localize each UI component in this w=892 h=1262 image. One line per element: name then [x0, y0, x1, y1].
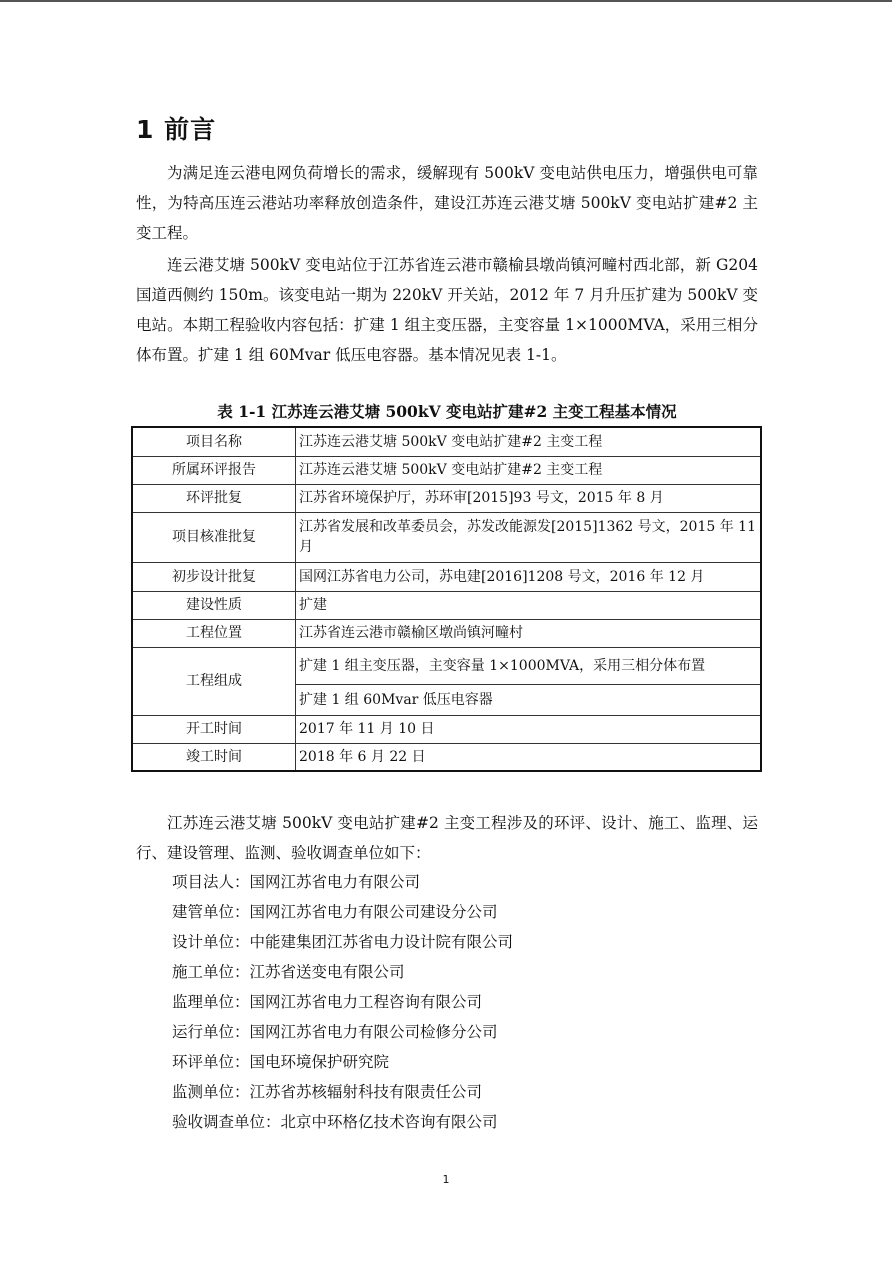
row-label: 工程位置: [132, 619, 296, 647]
project-info-table: [131, 426, 762, 772]
row-value: 扩建: [296, 591, 762, 619]
intro-paragraph: 为满足连云港电网负荷增长的需求，缓解现有 500kV 变电站供电压力，增强供电可靠性，为特高压连云港站功率释放创造条件，建设江苏连云港艾塘 500kV 变电站扩建#2 主变工程。: [136, 164, 758, 242]
section-heading: 1 前言: [136, 115, 217, 144]
row-label: 项目名称: [132, 427, 296, 456]
row-value: 江苏连云港艾塘 500kV 变电站扩建#2 主变工程: [296, 427, 762, 456]
table-row: [132, 484, 761, 512]
row-value: 江苏省环境保护厅，苏环审[2015]93 号文，2015 年 8 月: [296, 484, 762, 512]
table-row: [132, 619, 761, 647]
location-paragraph: 连云港艾塘 500kV 变电站位于江苏省连云港市赣榆县墩尚镇河疃村西北部，新 G204 国道西侧约 150m。该变电站一期为 220kV 开关站，2012 年 7 月升压扩建为 500kV 变电站。本期工程验收内容包括：扩建 1 组主变压器，主变容量 1×1000MVA，采用三相分体布置。扩建 1 组 60Mvar 低压电容器。基本情况见表 1-1。: [136, 256, 758, 364]
row-value: 2017 年 11 月 10 日: [296, 715, 762, 743]
row-label: 环评批复: [132, 484, 296, 512]
unit-item: 环评单位：国电环境保护研究院: [172, 1053, 390, 1071]
row-value: 江苏连云港艾塘 500kV 变电站扩建#2 主变工程: [296, 456, 762, 484]
units-intro-paragraph: 江苏连云港艾塘 500kV 变电站扩建#2 主变工程涉及的环评、设计、施工、监理、运行、建设管理、监测、验收调查单位如下：: [136, 814, 758, 862]
row-value: 江苏省连云港市赣榆区墩尚镇河疃村: [296, 619, 762, 647]
row-value: 2018 年 6 月 22 日: [296, 743, 762, 771]
row-value: 扩建 1 组 60Mvar 低压电容器: [296, 684, 762, 715]
unit-item: 建管单位：国网江苏省电力有限公司建设分公司: [172, 903, 498, 921]
table-row: [132, 427, 761, 456]
row-value: 国网江苏省电力公司，苏电建[2016]1208 号文，2016 年 12 月: [296, 562, 762, 591]
row-label: 工程组成: [132, 647, 296, 715]
unit-item: 监测单位：江苏省苏核辐射科技有限责任公司: [172, 1083, 483, 1101]
table-row: [132, 512, 761, 562]
row-value: 江苏省发展和改革委员会，苏发改能源发[2015]1362 号文，2015 年 11 月: [296, 512, 762, 562]
row-label: 开工时间: [132, 715, 296, 743]
table-row: [132, 456, 761, 484]
table-row: [132, 743, 761, 771]
unit-item: 项目法人：国网江苏省电力有限公司: [172, 873, 421, 891]
row-value: 扩建 1 组主变压器，主变容量 1×1000MVA，采用三相分体布置: [296, 647, 762, 684]
row-label: 所属环评报告: [132, 456, 296, 484]
table-row: [132, 591, 761, 619]
row-label: 项目核准批复: [132, 512, 296, 562]
row-label: 竣工时间: [132, 743, 296, 771]
unit-item: 运行单位：国网江苏省电力有限公司检修分公司: [172, 1023, 498, 1041]
page-number: 1: [442, 1173, 450, 1186]
table-row: [132, 562, 761, 591]
row-label: 初步设计批复: [132, 562, 296, 591]
unit-item: 验收调查单位：北京中环格亿技术咨询有限公司: [172, 1113, 498, 1131]
table-row: [132, 715, 761, 743]
unit-item: 监理单位：国网江苏省电力工程咨询有限公司: [172, 993, 483, 1011]
unit-item: 施工单位：江苏省送变电有限公司: [172, 963, 405, 981]
table-caption: 表 1-1 江苏连云港艾塘 500kV 变电站扩建#2 主变工程基本情况: [217, 402, 677, 421]
row-label: 建设性质: [132, 591, 296, 619]
unit-item: 设计单位：中能建集团江苏省电力设计院有限公司: [172, 933, 514, 951]
table-row: [132, 647, 761, 684]
